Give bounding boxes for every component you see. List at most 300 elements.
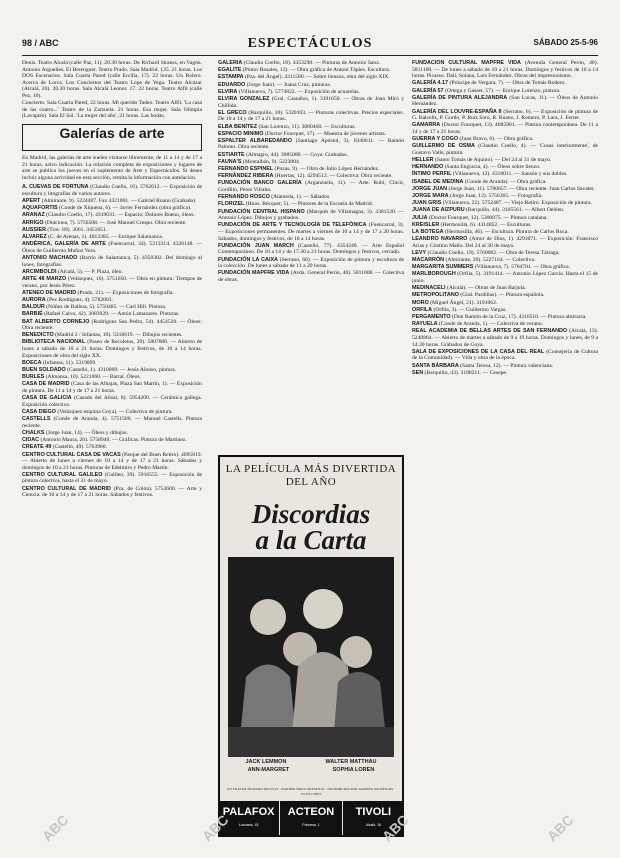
gallery-entry (412, 171, 598, 178)
gallery-entry (22, 290, 202, 297)
gallery-details: (Barquillo, 10). 5320103. — Pinturas colectivas. Precios especiales. De 10 a 14 y de 17 a 21 horas. (218, 109, 404, 123)
gallery-details: (Núñez de Balboa, 5). 5750485. — Carl Hill. Pintura. (46, 304, 167, 311)
gallery-name: CASTELLS (22, 416, 51, 423)
gallery-details: (Jorge Juan, 11). 5780657. — Obra reciente. Juan Carlos Savater. (448, 185, 595, 192)
gallery-entry (22, 255, 202, 268)
gallery-name: CASA DE GALICIA (22, 395, 72, 402)
gallery-entry (218, 138, 404, 151)
gallery-entry (412, 271, 598, 284)
gallery-details: (Jorge Juan, 12). 5756365. — Fotografía. (449, 193, 543, 199)
gallery-name: MARLBOROUGH (412, 271, 456, 278)
gallery-entry (218, 60, 404, 67)
watermark: ABC (38, 811, 72, 845)
gallery-details: (Rafael Calvo, 42). 3083929. — Antón Lamazares. Pinturas. (44, 311, 180, 318)
gallery-name: JUANA DE AIZPURU (412, 207, 465, 214)
watermark: ABC (543, 811, 577, 845)
gallery-name: ARTE 48 MARZO (22, 275, 67, 282)
gallery-entry (22, 430, 202, 437)
gallery-details: (Prado, 21). — Exposiciones de fotografía. (77, 289, 174, 296)
gallery-entry (22, 395, 202, 408)
gallery-name: FUNDACIÓN BANCO GALERÍA (218, 180, 302, 187)
gallery-entry (412, 257, 598, 264)
cast-row-1 (226, 759, 396, 765)
gallery-name: AURORA (22, 296, 46, 303)
gallery-details: (Almirante, 9). 5224407. Fax 4321801. — Gabriel Ruano (Grabado). (41, 198, 197, 205)
gallery-name: ARANAZ (22, 212, 45, 219)
gallery-entry (22, 311, 202, 318)
gallery-details: (Montalbán, 9). 5223004. (242, 158, 301, 165)
gallery-details: (Conde de Aranda). — Obra gráfica. (464, 178, 547, 185)
gallery-name: RAYUELA (412, 321, 438, 328)
gallery-entry (218, 152, 404, 159)
gallery-name: ISABEL DE MEDINA (412, 178, 464, 185)
gallery-details: (Barrio de Salamanca, 5). 4350302. Del domingo al lunes, fotografías. (22, 255, 202, 268)
gallery-entry (412, 88, 598, 95)
gallery-name: MORO (412, 299, 429, 306)
intro-block (22, 60, 202, 120)
gallery-entry (412, 80, 598, 87)
gallery-name: ALVAREZ (22, 234, 47, 241)
gallery-entry (218, 74, 404, 81)
gallery-entry (22, 269, 202, 276)
gallery-details: (Jorge Juan, 14). — Óleos y dibujos. (45, 429, 128, 436)
gallery-details: (Santo Tomás de Aquino). — Del 24 al 31 de mayo. (434, 157, 552, 164)
gallery-name: AUSSIER (22, 226, 46, 233)
gallery-details: (Príncipe de Vergara, 7). — Obra de Tomás Rodero. (449, 80, 566, 87)
gallery-name: REAL ACADEMIA DE BELLAS ARTES DE SAN FERNANDO (412, 328, 568, 335)
gallery-details: (Villanueva, 7). 5774822. — Exposición de acuarelas. (238, 88, 360, 95)
galleries-list-3 (412, 60, 598, 376)
gallery-name: FERNANDO ROSCO (218, 194, 270, 201)
cast-name: JACK LEMMON (245, 759, 287, 765)
gallery-entry (412, 186, 598, 193)
gallery-entry (22, 332, 202, 339)
gallery-entry (412, 250, 598, 257)
gallery-details: (Pza. de Colón). 5753600. — Arte y Ciencia: de 10 a 14 y de 17 a 21 horas. Sábados y festivos. (22, 485, 202, 499)
page-number: 98 / ABC (22, 38, 59, 48)
galleries-intro: En Madrid, las galerías de arte suelen visitarse libremente, de 11 a 14 y de 17 a 21 horas, salvo indicación. La relación completa de exposiciones y lugares de arte se publica los jueves en el suplemento de Arte y Espectáculos. Si desea incluir alguna actividad en esta sección, remita la información con antelación. (22, 154, 202, 181)
gallery-details: (Galileo, 39). 5916555. — Exposición de pintura colectiva, hasta el 31 de mayo. (22, 471, 202, 485)
gallery-details: (Serrano, 6). — Exposición de pintura de G. Balcells, P. Gordo, P. Ruiz Soto, R. Ruano, J. Romero, P. Lara, J. Ferrer. (412, 108, 598, 122)
gallery-entry (218, 110, 404, 123)
gallery-name: ESTAMPA (218, 74, 244, 81)
ad-credits: UN FILM DE HOWARD DEUTCH · WARNER BROS. PRESENTA · DISTRIBUIDA POR WARNER SOGEFILMS · YA EN CINES (226, 787, 396, 796)
cinema-list (218, 801, 404, 835)
gallery-details: (Santiago Apóstol, 3). 6340611. — Ramón Palomo. Obra reciente. (218, 137, 404, 151)
gallery-details: (Marqués de Villamagna, 3). 4381520. — Antonio López. Dibujos y grabados. (218, 208, 404, 222)
gallery-name: EDUARDO (218, 81, 246, 88)
gallery-details: (Almirante, 20). 5227164. — Colectiva. (445, 257, 536, 264)
gallery-entry (22, 319, 202, 332)
gallery-entry (22, 220, 202, 227)
gallery-details: (Villanueva, 12). 4310011. — Sansón y sus dobles. (452, 171, 568, 178)
gallery-details: (Consejería de Cultura de la Comunidad). — Vida y obra de la época. (412, 348, 598, 362)
gallery-details: (Madrid 2 / Infantas, 10). 5318619. — Dibujos recientes. (55, 332, 183, 339)
gallery-details: (San Lorenzo, 11). 3080468. — Esculturas. (258, 123, 356, 130)
gallery-name: FLORIZEL (218, 201, 245, 208)
watermark: ABC (378, 811, 412, 845)
gallery-name: JORGE MARA (412, 193, 449, 199)
watermark: ABC (198, 811, 232, 845)
gallery-entry (412, 321, 598, 328)
gallery-name: EGALITE (218, 67, 242, 74)
gallery-name: CHALKS (22, 429, 45, 436)
gallery-name: LEANDRO NAVARRO (412, 236, 468, 243)
gallery-entry (22, 409, 202, 416)
page-header (22, 36, 598, 54)
cast-row-2 (226, 767, 396, 773)
gallery-details: (Pza. del Ángel). 4311580. — Sobre lienzos, obra del siglo XIX. (244, 74, 390, 81)
gallery-details: (C. de Arenas, 1). 4813385. — Enrique Salamanca. (48, 234, 164, 241)
gallery-name: GALERÍA DE PINTURA ALEJANDRA (412, 94, 508, 101)
gallery-entry (218, 222, 404, 242)
gallery-entry (412, 229, 598, 236)
gallery-entry (218, 257, 404, 270)
column-2 (218, 60, 404, 458)
gallery-name: ELVIRA GONZALEZ (218, 95, 270, 102)
gallery-name: A. CUEVAS DE FORTUNA (22, 184, 89, 191)
gallery-entry (218, 194, 404, 201)
gallery-details: (San Lucas, 11). — Óleos de Antonio Hernández. (412, 94, 598, 108)
gallery-details: (Barquillo, 44). 3105561. — Albert Oehlen. (466, 207, 565, 214)
gallery-details: (Alcalá). — Obras de Juan Barjola. (446, 285, 527, 292)
gallery-entry (412, 328, 598, 348)
gallery-name: ÍNTIMO PERFIL (412, 171, 452, 178)
gallery-entry (218, 173, 404, 180)
gallery-name: ELVIRA (218, 88, 238, 95)
gallery-details: (Orfila, 3). — Guillermo Vargas. (433, 306, 507, 313)
cast-name: ANN-MARGRET (247, 767, 290, 773)
gallery-entry (412, 95, 598, 108)
cinema-name: TIVOLI (355, 806, 392, 818)
gallery-details: (Ortega y Gasset, 57). — Enrique Lorenzo, pintura. (444, 87, 561, 94)
gallery-name: BARBIÉ (22, 311, 43, 318)
gallery-details: (Barquillo, 43). 3198211. — Cesepe. (424, 369, 508, 376)
gallery-details: (Fuencarral, 3). — Exposiciones permanentes. De martes a viernes de 10 a 14 y de 17 a 20 horas. Sábados, domingos y festivos, de 10 a 14 horas. (218, 222, 404, 242)
gallery-entry (22, 339, 202, 359)
gallery-name: PERGAMENTO (412, 314, 451, 320)
gallery-entry (412, 143, 598, 156)
header-rule (22, 55, 598, 56)
gallery-name: CENTRO CULTURAL DE MADRID (22, 485, 111, 492)
ad-cast (226, 759, 396, 775)
gallery-details: (Velázquez, 10). 5751050. — Obra en pintura: Tiempos de verano, por Jesús Pérez. (22, 275, 202, 289)
gallery-name: JULIA (412, 214, 428, 221)
gallery-entry (412, 193, 598, 200)
gallery-details: (Rodríguez San Pedro, 54). 4454520. — Óleos: Obra reciente. (22, 318, 202, 332)
cinema-name: ACTEON (287, 806, 335, 818)
gallery-name: GALERÍA 57 (412, 87, 444, 94)
cinema-name: PALAFOX (222, 806, 275, 818)
ad-tagline: LA PELÍCULA MÁS DIVERTIDA DEL AÑO (225, 463, 397, 488)
gallery-name: BAT ALBERTO CORNEJO (22, 318, 90, 325)
gallery-entry (412, 370, 598, 377)
gallery-name: CENTRO CULTURAL CASA DE VACAS (22, 451, 121, 458)
gallery-entry (412, 349, 598, 362)
gallery-entry (22, 198, 202, 205)
gallery-name: CIDAC (22, 437, 40, 444)
gallery-details: (Claudio Coello, 17). 4319031. — Espacio: Dolores Bueno, óleos. (46, 212, 195, 219)
gallery-entry (412, 300, 598, 307)
gallery-details: (Pozas, 9). — Obra de Julio López Hernández. (274, 166, 380, 173)
gallery-name: CASA DE MADRID (22, 381, 70, 388)
gallery-name: ARRIGO (22, 219, 44, 226)
gallery-details: (Claudio Coello, 18). 4353290. — Pinturas de Antonio Sanz. (243, 60, 381, 66)
ad-title-line1: Discordias (251, 499, 371, 529)
gallery-name: BALDUR (22, 304, 45, 311)
gallery-entry (22, 304, 202, 311)
gallery-entry (22, 374, 202, 381)
gallery-name: BURLES (22, 374, 45, 381)
gallery-name: MEDINACELI (412, 285, 446, 292)
gallery-name: MARGARITA SUMMERS (412, 264, 474, 271)
listing-paragraph: Concierto. Sala Cuarta Pared, 22 horas. Mi querido Tadeo. Teatro Alfil. 'La casa de las cuatro...' Teatro de la Zarzuela. 21 horas. Esa mujer. Sala Olimpia (Lavapiés). Sala El Sol. 'La mujer del año', 21 horas. Las bodas. (22, 100, 202, 120)
gallery-details: (Conde de Aranda, 4). 5751506. — Manuel Castells. Pintura reciente. (22, 416, 202, 429)
gallery-name: FUNDACIÓN DE ARTE Y TECNOLOGÍA DE TELEFÓNICA (218, 222, 367, 229)
gallery-name: CASA DIEGO (22, 408, 56, 415)
gallery-name: EL GRECO (218, 109, 247, 116)
gallery-name: BIBLIOTECA NACIONAL (22, 339, 86, 346)
gallery-entry (22, 205, 202, 212)
gallery-entry (218, 243, 404, 256)
gallery-details: (Infantas, 11). 5319099. (42, 359, 97, 366)
gallery-name: MACARRÓN (412, 257, 445, 264)
gallery-name: APERT (22, 198, 41, 205)
gallery-details: (Doctor Fourquet, 17). — Muestra de jóvenes artistas. (264, 130, 387, 137)
gallery-entry (22, 437, 202, 444)
section-title: ESPECTÁCULOS (247, 36, 373, 51)
gallery-entry (412, 363, 598, 370)
gallery-entry (218, 89, 404, 96)
gallery-details: (Velázquez esquina Goya). — Colectiva de pintura. (57, 408, 173, 415)
gallery-details: (Castelló, 77). 4354240. — Arte Español Contemporáneo. De 10 a 14 y de 17.30 a 21 horas. Domingos y festivos, cerrado. (218, 242, 404, 256)
gallery-entry (412, 200, 598, 207)
gallery-entry (412, 292, 598, 299)
gallery-details: (Almansa, 10). 5221060. — Barral. Óleos. (45, 374, 141, 381)
gallery-entry (22, 212, 202, 219)
gallery-details: (Conde de Aranda, 1). — Colectiva de verano. (438, 321, 544, 328)
gallery-details: (Jorge Juan). — Juana Cruz, pinturas. (246, 81, 332, 88)
gallery-entry (412, 207, 598, 214)
gallery-entry (218, 82, 404, 89)
cinema-address: Princesa, 1 (302, 823, 320, 827)
gallery-entry (218, 159, 404, 166)
gallery-details: (Casado del Alisal, 8). 5954200. — Cerámica gallega. Exposición colectiva. (22, 395, 202, 408)
gallery-details: (Avenida General Perón, 40). 5811100. — De lunes a sábado de 10 a 21 horas. Domingos y festivos de 10 a 14 horas. Picasso. Dalí, Solana, Luis Fernández. Obras del impresionismo. (412, 60, 598, 80)
gallery-name: JUAN GRIS (412, 200, 442, 207)
gallery-entry (22, 241, 202, 254)
gallery-name: BENEDICTO (22, 332, 54, 339)
gallery-entry (22, 472, 202, 485)
gallery-name: FERNANDO ESPINEL (218, 166, 274, 173)
gallery-entry (412, 60, 598, 80)
gallery-name: GAMARRA (412, 122, 441, 129)
cinema-address: Luchana, 15 (239, 823, 259, 827)
cinema-address: Alcalá, 16 (365, 823, 381, 827)
column-3 (412, 60, 598, 842)
gallery-details: (Conde de Xiquena, 6). — Javier Fernández (obra gráfica). (59, 205, 192, 212)
galleries-heading: Galerías de arte (22, 124, 202, 151)
gallery-name: FAUNA'S (218, 158, 242, 165)
gallery-details: (Santa Teresa, 12). — Pintura valenciana. (460, 362, 554, 369)
ad-title-line2: a la Carta (255, 525, 367, 555)
gallery-details: (Amor de Dios, 1). 4293071. — Exposición: Francisco Arias y Cristino Mallo. Del 24 al 30 de mayo. (412, 236, 598, 249)
gallery-details: (Alcalá, 5). — P. Plaza, óleo. (57, 268, 123, 275)
gallery-entry (412, 136, 598, 143)
gallery-entry (412, 122, 598, 135)
gallery-details: (Claudio Coello, 19). 5760082. — Obra de Teresa Tárraga. (427, 249, 560, 256)
gallery-entry (412, 222, 598, 229)
gallery-name: SANTA BÁRBARA (412, 362, 459, 369)
gallery-name: LA BOTEGA (412, 228, 444, 235)
gallery-name: CREATE 49 (22, 444, 52, 451)
gallery-name: GALERÍA 4.17 (412, 80, 449, 87)
gallery-entry (218, 180, 404, 193)
gallery-entry (412, 215, 598, 222)
gallery-name: ELBA BENÍTEZ (218, 123, 258, 130)
gallery-details: (Arganzuela, 11). — Arte. Rubí, Chicó, Gordillo, Pérez Villalta. (218, 180, 404, 193)
gallery-entry (218, 270, 404, 283)
gallery-name: GUERRA Y COGO (412, 136, 459, 143)
gallery-name: FUNDACIÓN JUAN MARCH (218, 242, 294, 249)
gallery-entry (412, 264, 598, 271)
gallery-details: (Alameda, 1). — Sábados. (271, 194, 331, 201)
gallery-name: ESPALTER ALBAREDANDO (218, 137, 292, 144)
gallery-details: (Doctor Fourquet, 12). 5306875. — Pintura catalana. (428, 214, 548, 221)
gallery-entry (22, 367, 202, 374)
gallery-details: (Don Ramón de la Cruz, 17). 4316510. — Pintura abstracta. (451, 314, 587, 320)
gallery-details: (Casa de las Alhajas, Plaza San Martín, 1). — Exposición de pintura. De 11 a 14 y de 17 a 21 horas. (22, 381, 202, 394)
gallery-details: (Claudio Coello, 16). 5762612. — Exposición de escultura y litografías de varios autores. (22, 184, 202, 197)
gallery-entry (218, 67, 404, 74)
gallery-details: (Gral. Castaños, 1). 3191650. — Obras de Joan Miró y Chillida. (218, 95, 404, 109)
gallery-entry (22, 452, 202, 472)
gallery-name: FUNDACIÓN LA CAIXA (218, 256, 278, 263)
gallery-entry (412, 236, 598, 249)
gallery-details: (Gral. Pardiñas). — Pintura española. (460, 292, 545, 299)
gallery-details: (Villanueva, 7). 5764701. — Obra gráfica. (474, 264, 570, 271)
gallery-name: BUEN SOLDADO (22, 367, 66, 374)
gallery-details: (Hnos. Bécquer, 5). — Pintores de la Escuela de Madrid. (245, 201, 374, 208)
gallery-name: JORGE JUAN (412, 185, 448, 192)
issue-date: SÁBADO 25-5-96 (533, 38, 598, 47)
gallery-name: FUNDACIÓN CENTRAL HISPANO (218, 208, 305, 215)
cast-name: WALTER MATTHAU (325, 759, 377, 765)
gallery-name: HELLER (412, 157, 434, 164)
gallery-entry (412, 164, 598, 171)
gallery-name: KREISLER (412, 221, 440, 228)
movie-advertisement (218, 455, 404, 837)
gallery-entry (412, 109, 598, 122)
gallery-name: FUNDACIÓN MAPFRE VIDA (218, 270, 290, 277)
gallery-details: (Pez Rodríguez, 4). 5782001. (47, 296, 113, 303)
gallery-entry (22, 486, 202, 499)
gallery-entry (412, 157, 598, 164)
gallery-name: LEVY (412, 249, 427, 256)
gallery-entry (412, 285, 598, 292)
galleries-list-2 (218, 60, 404, 283)
gallery-name: ATENEO DE MADRID (22, 289, 77, 296)
gallery-name: HERNANDO (412, 164, 444, 171)
gallery-entry (218, 209, 404, 222)
gallery-details: (Almagro, 44). 3085080. — Goya. Grabados. (246, 151, 348, 158)
gallery-entry (412, 179, 598, 186)
gallery-name: ARCIMBOLDI (22, 268, 57, 275)
gallery-details: (Parque del Buen Retiro). 4095819. — Abierto de lunes a viernes de 10 a 14 y de 17 a 21 horas. Sábados y domingos de 10 a 21 horas. Pinturas de Edelmiro y Pedro Martín. (22, 451, 202, 471)
ad-photo (228, 557, 394, 757)
column-1 (22, 60, 202, 842)
gallery-entry (22, 416, 202, 429)
gallery-details: (Doctor Fourquet, 13). 4685901. — Pintura contemporánea. De 11 a 14 y de 17 a 21 horas. (412, 122, 598, 135)
gallery-entry (218, 124, 404, 131)
gallery-details: (Santa Engracia, 4). — Óleos sobre lienzo. (444, 164, 541, 171)
cast-name: SOPHIA LOREN (332, 767, 375, 773)
gallery-name: GALERÍA DEL LOUVRE-ESPAÑA II (412, 108, 502, 115)
gallery-name: FUNDACIÓN CULTURAL MAPFRE VIDA (412, 60, 521, 66)
gallery-entry (22, 184, 202, 197)
gallery-details: (Pintor Rosales, 12). — Obra gráfica de Antoni Tàpies. Escultura. (242, 67, 391, 74)
listing-paragraph: Denis. Teatro Alcalá (calle Paz, 11). 20.30 horas. De Richard Strauss, en Vagón. Antonio Arguelles. El Berenguer. Teatro Prado. Sala Madrid. 125. 21 horas. Los DOS Escenarios. Sala Cuarta Pared (calle Ercilla, 17). 22 horas. Un Bolero. Acerca de Lorca. Los Conciertos del Teatro Lope de Vega. Teatro Alcázar (Alcalá, 20). 20.30 horas. Sala Alcalá Leonor. 17. 22 horas. Teatro Alfil (calle Pez, 10). (22, 60, 202, 99)
gallery-name: SEN (412, 369, 424, 376)
cast-photo-illustration (228, 557, 394, 757)
gallery-name: SALA DE EXPOSICIONES DE LA CASA DEL REAL (412, 348, 545, 355)
gallery-details: (Huertas, 12). 4294512. — Colectiva: Obra reciente. (274, 173, 393, 180)
gallery-details: (Alcalá, 13). 5240864. — Abierto de martes a sábado de 9 a 19 horas. Domingos y lunes, de 9 a 14.30 horas. Grabados de Goya. (412, 328, 598, 348)
gallery-details: (Claudio Coello, 4). — 'Cosas interiormente', de Gustavo Valle, pintura. (412, 143, 598, 156)
gallery-entry (412, 314, 598, 321)
gallery-entry (22, 360, 202, 367)
gallery-name: CENTRO CULTURAL GALILEO (22, 471, 103, 478)
gallery-details: (Castelló, 49). 5763960. (52, 444, 107, 451)
gallery-name: GALERÍA (218, 60, 243, 66)
gallery-details: (Juan Bravo, 6). — Obra gráfica. (459, 136, 534, 143)
gallery-name: ANTONIO MACHADO (22, 255, 78, 261)
gallery-entry (218, 96, 404, 109)
gallery-details: (Villanueva, 22). 5752487. — Viejo Retiro. Exposición de pintura. (442, 200, 592, 207)
gallery-details: (Orfila, 5). 3191414. — Antonio López García. Hasta el 15 de junio. (412, 271, 598, 285)
cinema-acteon (280, 801, 342, 835)
gallery-entry (218, 201, 404, 208)
gallery-name: BOECA (22, 359, 42, 366)
gallery-details: (Serrano, 60). — Exposición de pintura y escultura de la colección. De lunes a sábado de 11 a 20 horas. (218, 256, 404, 270)
gallery-entry (22, 234, 202, 241)
gallery-details: (Hermosilla, 6). 4314852. — Esculturas. (440, 221, 532, 228)
gallery-entry (22, 297, 202, 304)
gallery-details: (Hermosilla, 46). — Escultura. Pintura de Carlos Roca. (444, 228, 569, 235)
gallery-name: ESPACIO MINIMO (218, 130, 264, 137)
gallery-entry (218, 131, 404, 138)
galleries-list (22, 184, 202, 499)
gallery-entry (22, 276, 202, 289)
gallery-details: (Paseo de Recoletos, 20). 5807800. — Abierto de lunes a sábado de 10 a 21 horas. Domingos y festivos, de 10 a 14 horas. Exposiciones de obra del siglo XX. (22, 339, 202, 359)
gallery-details: (Fuencarral, 34). 5213314. 4326148. — Óleos de Guillermo Muñoz Vera. (22, 241, 202, 254)
gallery-name: ANDÉRICA, GALERÍA DE ARTE (22, 241, 106, 248)
gallery-name: METROPOLITANO (412, 292, 459, 299)
gallery-entry (412, 307, 598, 314)
gallery-details: (Dulcinea, 7). 5756508. — José Manuel Crespo. Obra reciente. (44, 219, 187, 226)
gallery-name: FERNÁNDEZ RIBERA (218, 173, 274, 180)
gallery-entry (22, 444, 202, 451)
gallery-details: (Avda. General Perón, 40). 5811000. — Colectiva de obras. (218, 270, 404, 283)
gallery-name: ORFILA (412, 306, 433, 313)
gallery-details: (Antonio Maura, 20). 5758940. — Gráficas. Pintura de Martinez. (40, 437, 187, 444)
gallery-details: (Miguel Ángel, 21). 3191062. (430, 299, 498, 306)
ad-title (220, 497, 402, 553)
gallery-entry (22, 381, 202, 394)
gallery-name: ESTIARTE (218, 151, 245, 158)
gallery-name: AQUAFORTIS (22, 205, 58, 212)
gallery-entry (22, 227, 202, 234)
